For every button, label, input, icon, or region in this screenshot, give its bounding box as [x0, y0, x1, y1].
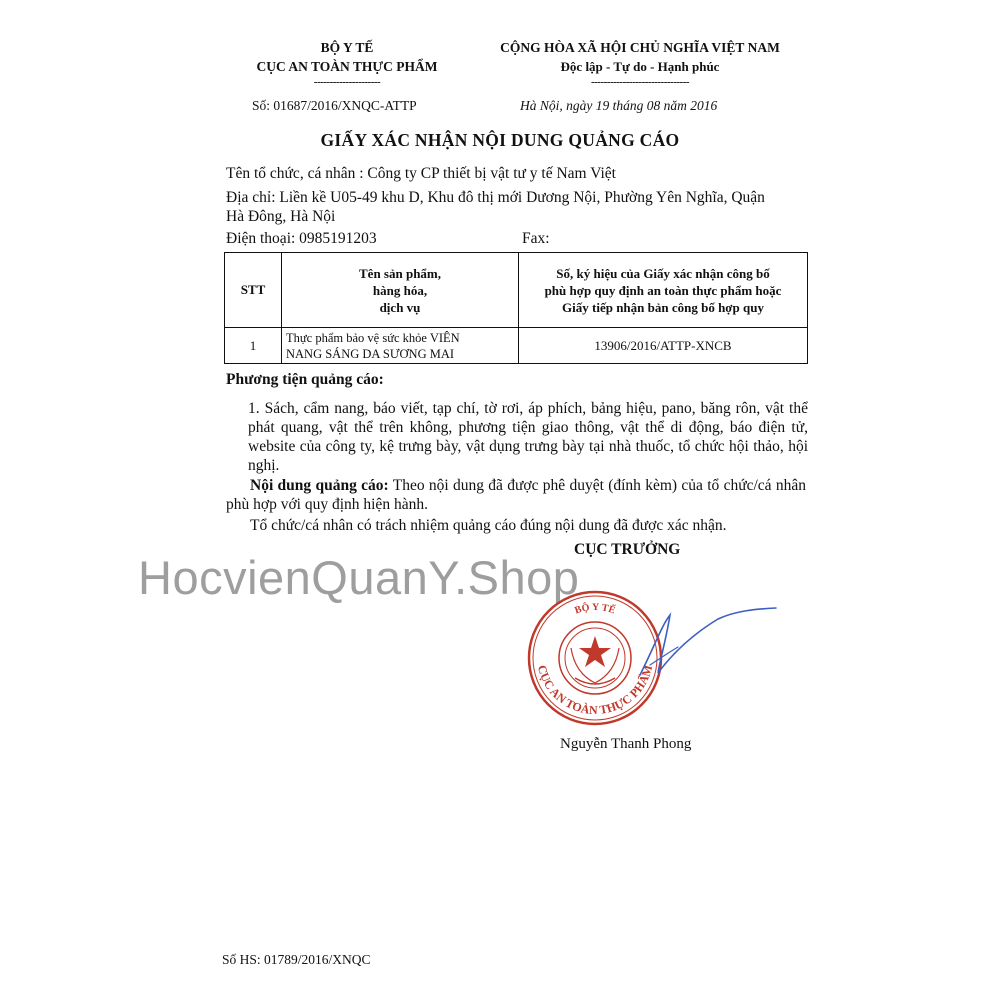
header-product-line3: dịch vụ: [379, 299, 421, 315]
product-table: [224, 252, 808, 364]
national-header: [470, 38, 810, 88]
header-product: [282, 253, 519, 328]
media-heading: Phương tiện quảng cáo:: [226, 371, 384, 388]
stamp-bottom-text: CỤC AN TOÀN THỰC PHẨM: [534, 663, 656, 718]
header-cert-line3: Giấy tiếp nhận bản công bố hợp quy: [562, 299, 764, 315]
table-header-row: [225, 253, 808, 328]
header-product-line2: hàng hóa,: [372, 282, 428, 298]
header-stt: STT: [225, 253, 282, 328]
address-line-2: Hà Đông, Hà Nội: [226, 208, 336, 225]
motto-rule: -------------------------------: [590, 76, 690, 88]
signatory-title: CỤC TRƯỞNG: [574, 541, 681, 558]
fax-line: Fax:: [522, 230, 550, 247]
phone-line: Điện thoại: 0985191203: [226, 230, 377, 247]
row-product-line2: NANG SÁNG DA SƯƠNG MAI: [286, 346, 455, 361]
ministry-name: BỘ Y TẾ: [320, 40, 374, 55]
row-certificate: 13906/2016/ATTP-XNCB: [519, 328, 808, 364]
address-line-1: Địa chỉ: Liền kề U05-49 khu D, Khu đô thị mới Dương Nội, Phường Yên Nghĩa, Quận: [226, 189, 765, 206]
organization-line: Tên tổ chức, cá nhân : Công ty CP thiết bị vật tư y tế Nam Việt: [226, 165, 616, 182]
table-row: [225, 328, 808, 364]
signatory-name: Nguyễn Thanh Phong: [560, 736, 692, 752]
agency-name: CỤC AN TOÀN THỰC PHẨM: [256, 59, 438, 74]
header-product-line1: Tên sản phẩm,: [359, 265, 441, 281]
header-cert-line1: Số, ký hiệu của Giấy xác nhận công bố: [556, 265, 770, 281]
header-cert-line2: phù hợp quy định an toàn thực phẩm hoặc: [544, 282, 782, 298]
stamp-top-text: BỘ Y TẾ: [573, 601, 617, 617]
watermark: HocvienQuanY.Shop: [138, 551, 580, 604]
content-label: Nội dung quảng cáo:: [250, 477, 389, 494]
document-date: Hà Nội, ngày 19 tháng 08 năm 2016: [520, 98, 718, 113]
row-stt: 1: [225, 328, 282, 364]
row-product: [282, 328, 519, 364]
agency-rule: ---------------------: [313, 76, 381, 88]
motto: Độc lập - Tự do - Hạnh phúc: [560, 59, 720, 74]
header-certificate: [519, 253, 808, 328]
content-paragraph: [226, 476, 806, 514]
content-text: Theo nội dung đã được phê duyệt (đính kèm) của tổ chức/cá nhân phù hợp với quy định hiện hành.: [226, 477, 806, 513]
agency-header: [212, 38, 482, 88]
dossier-number: Số HS: 01789/2016/XNQC: [222, 952, 371, 967]
handwritten-signature: [600, 605, 780, 685]
document-title: GIẤY XÁC NHẬN NỘI DUNG QUẢNG CÁO: [320, 130, 680, 150]
country-name: CỘNG HÒA XÃ HỘI CHỦ NGHĨA VIỆT NAM: [500, 40, 780, 55]
document-number: Số: 01687/2016/XNQC-ATTP: [252, 98, 417, 113]
row-product-line1: Thực phẩm bảo vệ sức khỏe VIÊN: [286, 330, 460, 345]
media-item-1: 1. Sách, cẩm nang, báo viết, tạp chí, tờ rơi, áp phích, bảng hiệu, pano, băng rôn, vật thể phát quang, vật thể trên không, phương tiện giao thông, vật thể di động, báo điện tử, website của công ty, kệ trưng bày, vật dụng trưng bày tại nhà thuốc, tổ chức hội thảo, hội nghị.: [248, 400, 808, 474]
responsibility-line: Tổ chức/cá nhân có trách nhiệm quảng cáo đúng nội dung đã được xác nhận.: [250, 517, 727, 534]
